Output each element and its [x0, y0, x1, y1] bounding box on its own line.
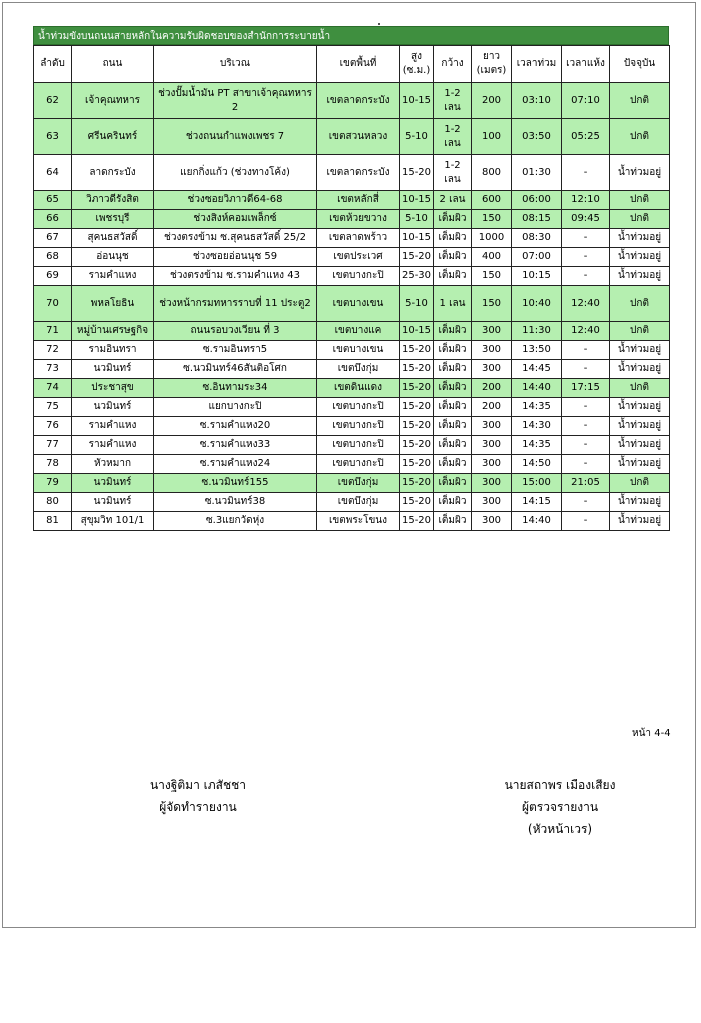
cell-length: 300: [472, 417, 512, 436]
header-length-line1: ยาว: [482, 51, 501, 62]
cell-district: เขตบางกะปิ: [317, 398, 400, 417]
table-row: [34, 83, 670, 119]
preparer-name: นางฐิติมา เภสัชชา: [149, 778, 247, 792]
cell-height: 10-15: [400, 229, 434, 248]
cell-length: 300: [472, 436, 512, 455]
cell-district: เขตห้วยขวาง: [317, 210, 400, 229]
cell-area: ช่วงตรงข้าม ซ.สุคนธสวัสดิ์ 25/2: [154, 229, 317, 248]
table-title: น้ำท่วมขังบนถนนสายหลักในความรับผิดชอบของสำนักการระบายน้ำ: [33, 26, 669, 45]
cell-flood-time: 11:30: [512, 322, 562, 341]
header-width: กว้าง: [434, 46, 472, 83]
flood-report-table: [33, 45, 670, 531]
cell-length: 400: [472, 248, 512, 267]
cell-no: 77: [34, 436, 72, 455]
cell-district: เขตสวนหลวง: [317, 119, 400, 155]
cell-no: 63: [34, 119, 72, 155]
cell-no: 67: [34, 229, 72, 248]
page-number: หน้า 4-4: [632, 728, 671, 739]
cell-height: 15-20: [400, 493, 434, 512]
cell-district: เขตบึงกุ่ม: [317, 360, 400, 379]
cell-length: 200: [472, 379, 512, 398]
table-row: [34, 155, 670, 191]
cell-area: ช่วงปั๊มน้ำมัน PT สาขาเจ้าคุณทหาร 2: [154, 83, 317, 119]
cell-dry-time: -: [562, 360, 610, 379]
cell-district: เขตลาดกระบัง: [317, 83, 400, 119]
cell-status: ปกติ: [610, 210, 670, 229]
cell-district: เขตบางกะปิ: [317, 417, 400, 436]
cell-length: 150: [472, 286, 512, 322]
cell-width: 2 เลน: [434, 191, 472, 210]
cell-status: น้ำท่วมอยู่: [610, 248, 670, 267]
cell-flood-time: 01:30: [512, 155, 562, 191]
cell-dry-time: -: [562, 248, 610, 267]
cell-flood-time: 14:40: [512, 379, 562, 398]
cell-height: 15-20: [400, 341, 434, 360]
cell-length: 300: [472, 512, 512, 531]
cell-width: เต็มผิว: [434, 267, 472, 286]
cell-road: สุคนธสวัสดิ์: [72, 229, 154, 248]
table-row: [34, 210, 670, 229]
cell-area: ซ.อินทามระ34: [154, 379, 317, 398]
table-row: [34, 398, 670, 417]
cell-road: หัวหมาก: [72, 455, 154, 474]
cell-flood-time: 14:35: [512, 436, 562, 455]
cell-width: 1-2 เลน: [434, 155, 472, 191]
cell-flood-time: 14:30: [512, 417, 562, 436]
cell-height: 10-15: [400, 322, 434, 341]
cell-height: 15-20: [400, 417, 434, 436]
reviewer-role-note: (หัวหน้าเวร): [527, 822, 593, 836]
table-row: [34, 512, 670, 531]
cell-dry-time: -: [562, 229, 610, 248]
signature-block-reviewer: [480, 774, 640, 840]
cell-flood-time: 14:50: [512, 455, 562, 474]
cell-status: น้ำท่วมอยู่: [610, 155, 670, 191]
cell-status: น้ำท่วมอยู่: [610, 436, 670, 455]
cell-area: ซ.รามคำแหง24: [154, 455, 317, 474]
table-row: [34, 267, 670, 286]
cell-height: 15-20: [400, 248, 434, 267]
cell-district: เขตประเวศ: [317, 248, 400, 267]
cell-district: เขตบางกะปิ: [317, 267, 400, 286]
cell-length: 100: [472, 119, 512, 155]
cell-dry-time: -: [562, 417, 610, 436]
cell-road: เพชรบุรี: [72, 210, 154, 229]
cell-area: ช่วงตรงข้าม ซ.รามคำแหง 43: [154, 267, 317, 286]
header-height-line1: สูง: [411, 51, 422, 62]
cell-road: รามคำแหง: [72, 436, 154, 455]
table-row: [34, 379, 670, 398]
cell-district: เขตลาดกระบัง: [317, 155, 400, 191]
cell-dry-time: -: [562, 398, 610, 417]
cell-flood-time: 14:15: [512, 493, 562, 512]
cell-status: น้ำท่วมอยู่: [610, 493, 670, 512]
cell-road: นวมินทร์: [72, 360, 154, 379]
cell-flood-time: 14:45: [512, 360, 562, 379]
header-height: [400, 46, 434, 83]
preparer-role: ผู้จัดทำรายงาน: [159, 800, 237, 814]
cell-road: เจ้าคุณทหาร: [72, 83, 154, 119]
table-row: [34, 341, 670, 360]
cell-status: ปกติ: [610, 83, 670, 119]
cell-road: ประชาสุข: [72, 379, 154, 398]
cell-width: เต็มผิว: [434, 229, 472, 248]
cell-width: เต็มผิว: [434, 210, 472, 229]
cell-height: 5-10: [400, 210, 434, 229]
cell-road: นวมินทร์: [72, 474, 154, 493]
cell-dry-time: 12:40: [562, 322, 610, 341]
cell-width: เต็มผิว: [434, 360, 472, 379]
cell-road: ลาดกระบัง: [72, 155, 154, 191]
header-height-line2: (ซ.ม.): [402, 65, 431, 76]
cell-district: เขตพระโขนง: [317, 512, 400, 531]
cell-no: 68: [34, 248, 72, 267]
cell-height: 15-20: [400, 379, 434, 398]
table-body: [34, 83, 670, 531]
header-length-line2: (เมตร): [476, 65, 507, 76]
table-row: [34, 248, 670, 267]
cell-road: สุขุมวิท 101/1: [72, 512, 154, 531]
header-length: [472, 46, 512, 83]
cell-area: ถนนรอบวงเวียน ที่ 3: [154, 322, 317, 341]
cell-dry-time: 09:45: [562, 210, 610, 229]
cell-dry-time: -: [562, 436, 610, 455]
cell-district: เขตบึงกุ่ม: [317, 493, 400, 512]
cell-no: 75: [34, 398, 72, 417]
cell-length: 200: [472, 398, 512, 417]
cell-area: ซ.รามคำแหง20: [154, 417, 317, 436]
cell-height: 5-10: [400, 286, 434, 322]
cell-road: รามคำแหง: [72, 267, 154, 286]
cell-status: น้ำท่วมอยู่: [610, 455, 670, 474]
cell-height: 25-30: [400, 267, 434, 286]
table-row: [34, 360, 670, 379]
flood-report-table-wrapper: [33, 26, 669, 531]
cell-status: น้ำท่วมอยู่: [610, 398, 670, 417]
cell-dry-time: 05:25: [562, 119, 610, 155]
cell-status: น้ำท่วมอยู่: [610, 417, 670, 436]
cell-no: 73: [34, 360, 72, 379]
cell-width: เต็มผิว: [434, 379, 472, 398]
cell-length: 150: [472, 210, 512, 229]
cell-length: 150: [472, 267, 512, 286]
table-row: [34, 493, 670, 512]
cell-area: ช่วงซอยวิภาวดี64-68: [154, 191, 317, 210]
table-row: [34, 191, 670, 210]
cell-dry-time: -: [562, 455, 610, 474]
cell-width: เต็มผิว: [434, 417, 472, 436]
cell-no: 65: [34, 191, 72, 210]
header-flood-time: เวลาท่วม: [512, 46, 562, 83]
cell-width: เต็มผิว: [434, 322, 472, 341]
table-row: [34, 417, 670, 436]
cell-road: หมู่บ้านเศรษฐกิจ: [72, 322, 154, 341]
table-row: [34, 229, 670, 248]
cell-area: ซ.รามคำแหง33: [154, 436, 317, 455]
cell-no: 69: [34, 267, 72, 286]
cell-length: 300: [472, 455, 512, 474]
cell-area: ช่วงซอยอ่อนนุช 59: [154, 248, 317, 267]
cell-status: น้ำท่วมอยู่: [610, 229, 670, 248]
cell-district: เขตดินแดง: [317, 379, 400, 398]
cell-no: 79: [34, 474, 72, 493]
cell-flood-time: 08:15: [512, 210, 562, 229]
cell-area: แยกกิ่งแก้ว (ช่วงทางโค้ง): [154, 155, 317, 191]
cell-road: วิภาวดีรังสิต: [72, 191, 154, 210]
cell-dry-time: -: [562, 512, 610, 531]
signature-block-preparer: [118, 774, 278, 818]
cell-length: 1000: [472, 229, 512, 248]
cell-height: 5-10: [400, 119, 434, 155]
cell-height: 15-20: [400, 398, 434, 417]
cell-status: ปกติ: [610, 322, 670, 341]
cell-road: ศรีนครินทร์: [72, 119, 154, 155]
cell-length: 300: [472, 322, 512, 341]
stray-mark: [378, 23, 380, 25]
cell-status: ปกติ: [610, 191, 670, 210]
table-row: [34, 455, 670, 474]
cell-road: อ่อนนุช: [72, 248, 154, 267]
cell-district: เขตหลักสี่: [317, 191, 400, 210]
cell-height: 15-20: [400, 155, 434, 191]
cell-status: น้ำท่วมอยู่: [610, 360, 670, 379]
table-row: [34, 286, 670, 322]
cell-area: แยกบางกะปิ: [154, 398, 317, 417]
cell-no: 81: [34, 512, 72, 531]
cell-length: 300: [472, 493, 512, 512]
cell-road: นวมินทร์: [72, 493, 154, 512]
cell-length: 600: [472, 191, 512, 210]
reviewer-role: ผู้ตรวจรายงาน: [521, 800, 599, 814]
cell-area: ช่วงหน้ากรมทหารราบที่ 11 ประตู2: [154, 286, 317, 322]
cell-area: ซ.นวมินทร์38: [154, 493, 317, 512]
cell-height: 10-15: [400, 191, 434, 210]
cell-height: 10-15: [400, 83, 434, 119]
cell-no: 66: [34, 210, 72, 229]
cell-width: 1-2 เลน: [434, 83, 472, 119]
cell-width: เต็มผิว: [434, 455, 472, 474]
cell-area: ซ.3แยกวัดหุ่ง: [154, 512, 317, 531]
cell-no: 78: [34, 455, 72, 474]
cell-status: ปกติ: [610, 474, 670, 493]
cell-height: 15-20: [400, 512, 434, 531]
cell-height: 15-20: [400, 360, 434, 379]
cell-no: 74: [34, 379, 72, 398]
cell-area: ช่วงถนนกำแพงเพชร 7: [154, 119, 317, 155]
cell-length: 300: [472, 341, 512, 360]
cell-no: 76: [34, 417, 72, 436]
cell-dry-time: 07:10: [562, 83, 610, 119]
cell-width: เต็มผิว: [434, 474, 472, 493]
cell-height: 15-20: [400, 436, 434, 455]
cell-status: น้ำท่วมอยู่: [610, 341, 670, 360]
cell-width: เต็มผิว: [434, 436, 472, 455]
cell-width: เต็มผิว: [434, 341, 472, 360]
cell-length: 300: [472, 474, 512, 493]
cell-width: เต็มผิว: [434, 512, 472, 531]
cell-flood-time: 15:00: [512, 474, 562, 493]
cell-width: เต็มผิว: [434, 248, 472, 267]
cell-no: 71: [34, 322, 72, 341]
cell-length: 300: [472, 360, 512, 379]
cell-flood-time: 14:40: [512, 512, 562, 531]
header-current: ปัจจุบัน: [610, 46, 670, 83]
cell-area: ซ.รามอินทรา5: [154, 341, 317, 360]
cell-road: รามคำแหง: [72, 417, 154, 436]
cell-district: เขตบางกะปิ: [317, 436, 400, 455]
table-row: [34, 474, 670, 493]
table-row: [34, 436, 670, 455]
cell-area: ซ.นวมินทร์46สันติอโศก: [154, 360, 317, 379]
cell-no: 62: [34, 83, 72, 119]
cell-flood-time: 08:30: [512, 229, 562, 248]
cell-height: 15-20: [400, 474, 434, 493]
header-no: ลำดับ: [34, 46, 72, 83]
cell-flood-time: 10:40: [512, 286, 562, 322]
cell-dry-time: 17:15: [562, 379, 610, 398]
cell-status: ปกติ: [610, 379, 670, 398]
cell-district: เขตลาดพร้าว: [317, 229, 400, 248]
cell-width: 1 เลน: [434, 286, 472, 322]
cell-flood-time: 13:50: [512, 341, 562, 360]
table-row: [34, 322, 670, 341]
reviewer-name: นายสถาพร เมืองเสียง: [504, 778, 616, 792]
cell-status: น้ำท่วมอยู่: [610, 267, 670, 286]
cell-flood-time: 14:35: [512, 398, 562, 417]
cell-width: เต็มผิว: [434, 398, 472, 417]
header-row: [34, 46, 670, 83]
cell-district: เขตบางเขน: [317, 341, 400, 360]
cell-status: ปกติ: [610, 119, 670, 155]
cell-width: 1-2 เลน: [434, 119, 472, 155]
cell-dry-time: 21:05: [562, 474, 610, 493]
cell-length: 800: [472, 155, 512, 191]
cell-dry-time: -: [562, 155, 610, 191]
cell-district: เขตบางแค: [317, 322, 400, 341]
header-dry-time: เวลาแห้ง: [562, 46, 610, 83]
cell-length: 200: [472, 83, 512, 119]
table-row: [34, 119, 670, 155]
cell-no: 72: [34, 341, 72, 360]
cell-road: นวมินทร์: [72, 398, 154, 417]
cell-dry-time: -: [562, 341, 610, 360]
cell-status: ปกติ: [610, 286, 670, 322]
cell-flood-time: 10:15: [512, 267, 562, 286]
cell-district: เขตบางเขน: [317, 286, 400, 322]
cell-dry-time: 12:10: [562, 191, 610, 210]
cell-road: พหลโยธิน: [72, 286, 154, 322]
cell-flood-time: 07:00: [512, 248, 562, 267]
cell-area: ซ.นวมินทร์155: [154, 474, 317, 493]
cell-district: เขตบางกะปิ: [317, 455, 400, 474]
cell-no: 80: [34, 493, 72, 512]
header-district: เขตพื้นที่: [317, 46, 400, 83]
cell-district: เขตบึงกุ่ม: [317, 474, 400, 493]
cell-road: รามอินทรา: [72, 341, 154, 360]
cell-area: ช่วงสิงห์คอมเพล็กซ์: [154, 210, 317, 229]
cell-flood-time: 06:00: [512, 191, 562, 210]
cell-dry-time: 12:40: [562, 286, 610, 322]
header-road: ถนน: [72, 46, 154, 83]
cell-no: 70: [34, 286, 72, 322]
cell-height: 15-20: [400, 455, 434, 474]
cell-width: เต็มผิว: [434, 493, 472, 512]
cell-no: 64: [34, 155, 72, 191]
cell-flood-time: 03:50: [512, 119, 562, 155]
cell-dry-time: -: [562, 267, 610, 286]
cell-flood-time: 03:10: [512, 83, 562, 119]
cell-dry-time: -: [562, 493, 610, 512]
header-area: บริเวณ: [154, 46, 317, 83]
cell-status: น้ำท่วมอยู่: [610, 512, 670, 531]
